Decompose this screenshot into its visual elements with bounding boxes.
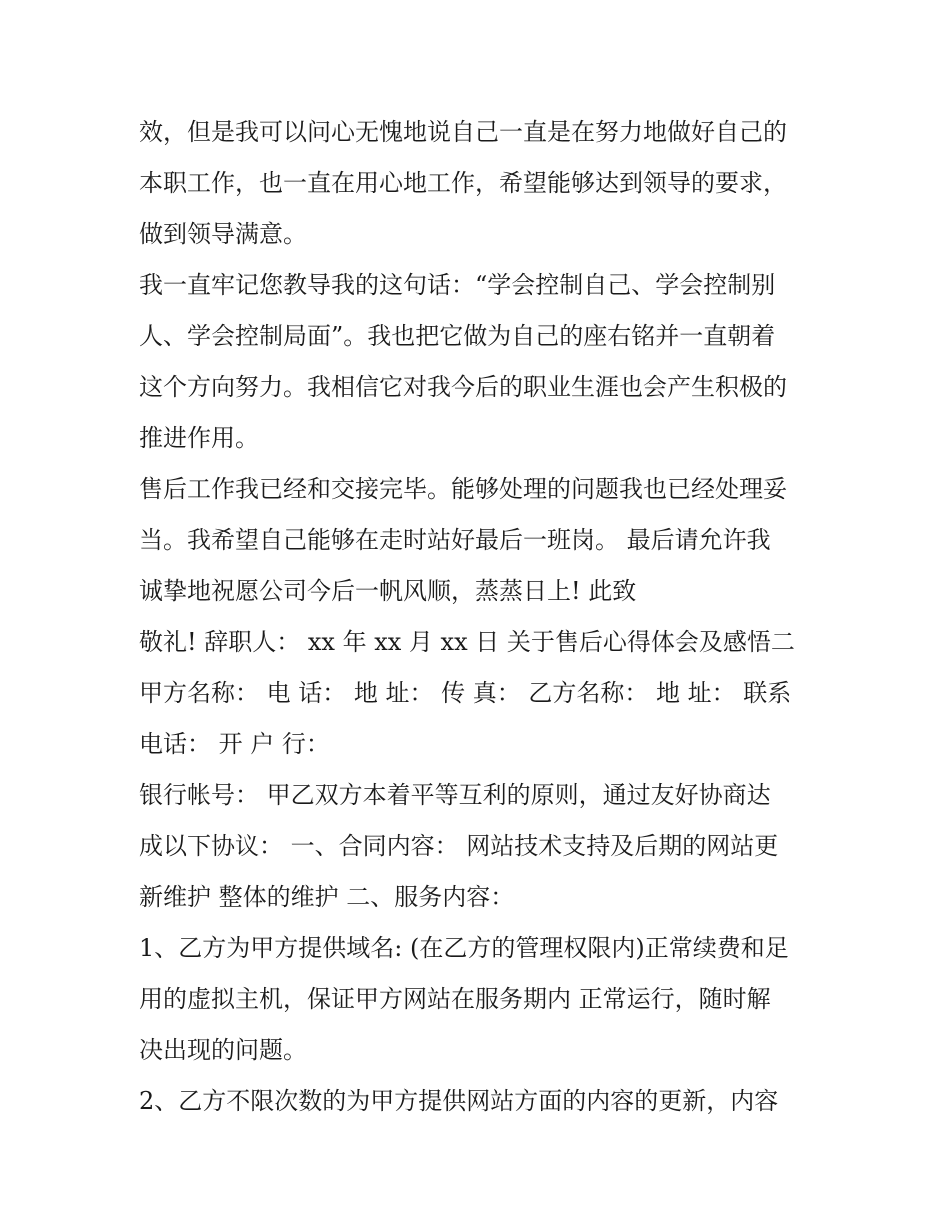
text-line: 决出现的问题。 [139, 1036, 307, 1064]
text-line: 推进作用。 [139, 424, 259, 452]
text-line: 当。我希望自己能够在走时站好最后一班岗。 最后请允许我 [139, 526, 771, 554]
text-line: 敬礼! 辞职人： xx 年 xx 月 xx 日 关于售后心得体会及感悟二 [139, 628, 795, 656]
text-line: 成以下协议： 一、合同内容： 网站技术支持及后期的网站更 [139, 832, 779, 860]
text-line: 诚挚地祝愿公司今后一帆风顺，蒸蒸日上! 此致 [139, 577, 637, 605]
text-line: 2、乙方不限次数的为甲方提供网站方面的内容的更新，内容 [139, 1087, 779, 1115]
document-body [139, 107, 819, 1127]
text-line: 银行帐号： 甲乙双方本着平等互利的原则，通过友好协商达 [139, 781, 771, 809]
text-line: 做到领导满意。 [139, 220, 307, 248]
text-line: 售后工作我已经和交接完毕。能够处理的问题我也已经处理妥 [139, 475, 787, 503]
text-line: 1、乙方为甲方提供域名: (在乙方的管理权限内)正常续费和足 [139, 934, 789, 962]
text-line: 这个方向努力。我相信它对我今后的职业生涯也会产生积极的 [139, 373, 787, 401]
text-line: 本职工作，也一直在用心地工作，希望能够达到领导的要求， [139, 169, 787, 197]
text-line: 用的虚拟主机，保证甲方网站在服务期内 正常运行，随时解 [139, 985, 771, 1013]
text-line: 人、学会控制局面”。我也把它做为自己的座右铭并一直朝着 [139, 322, 776, 350]
text-line: 甲方名称： 电 话： 地 址： 传 真： 乙方名称： 地 址： 联系 [139, 679, 792, 707]
text-line: 效，但是我可以问心无愧地说自己一直是在努力地做好自己的 [139, 118, 787, 146]
text-line: 我一直牢记您教导我的这句话：“学会控制自己、学会控制别 [139, 271, 776, 299]
text-line: 电话： 开 户 行： [139, 730, 330, 758]
text-line: 新维护 整体的维护 二、服务内容： [139, 883, 515, 911]
